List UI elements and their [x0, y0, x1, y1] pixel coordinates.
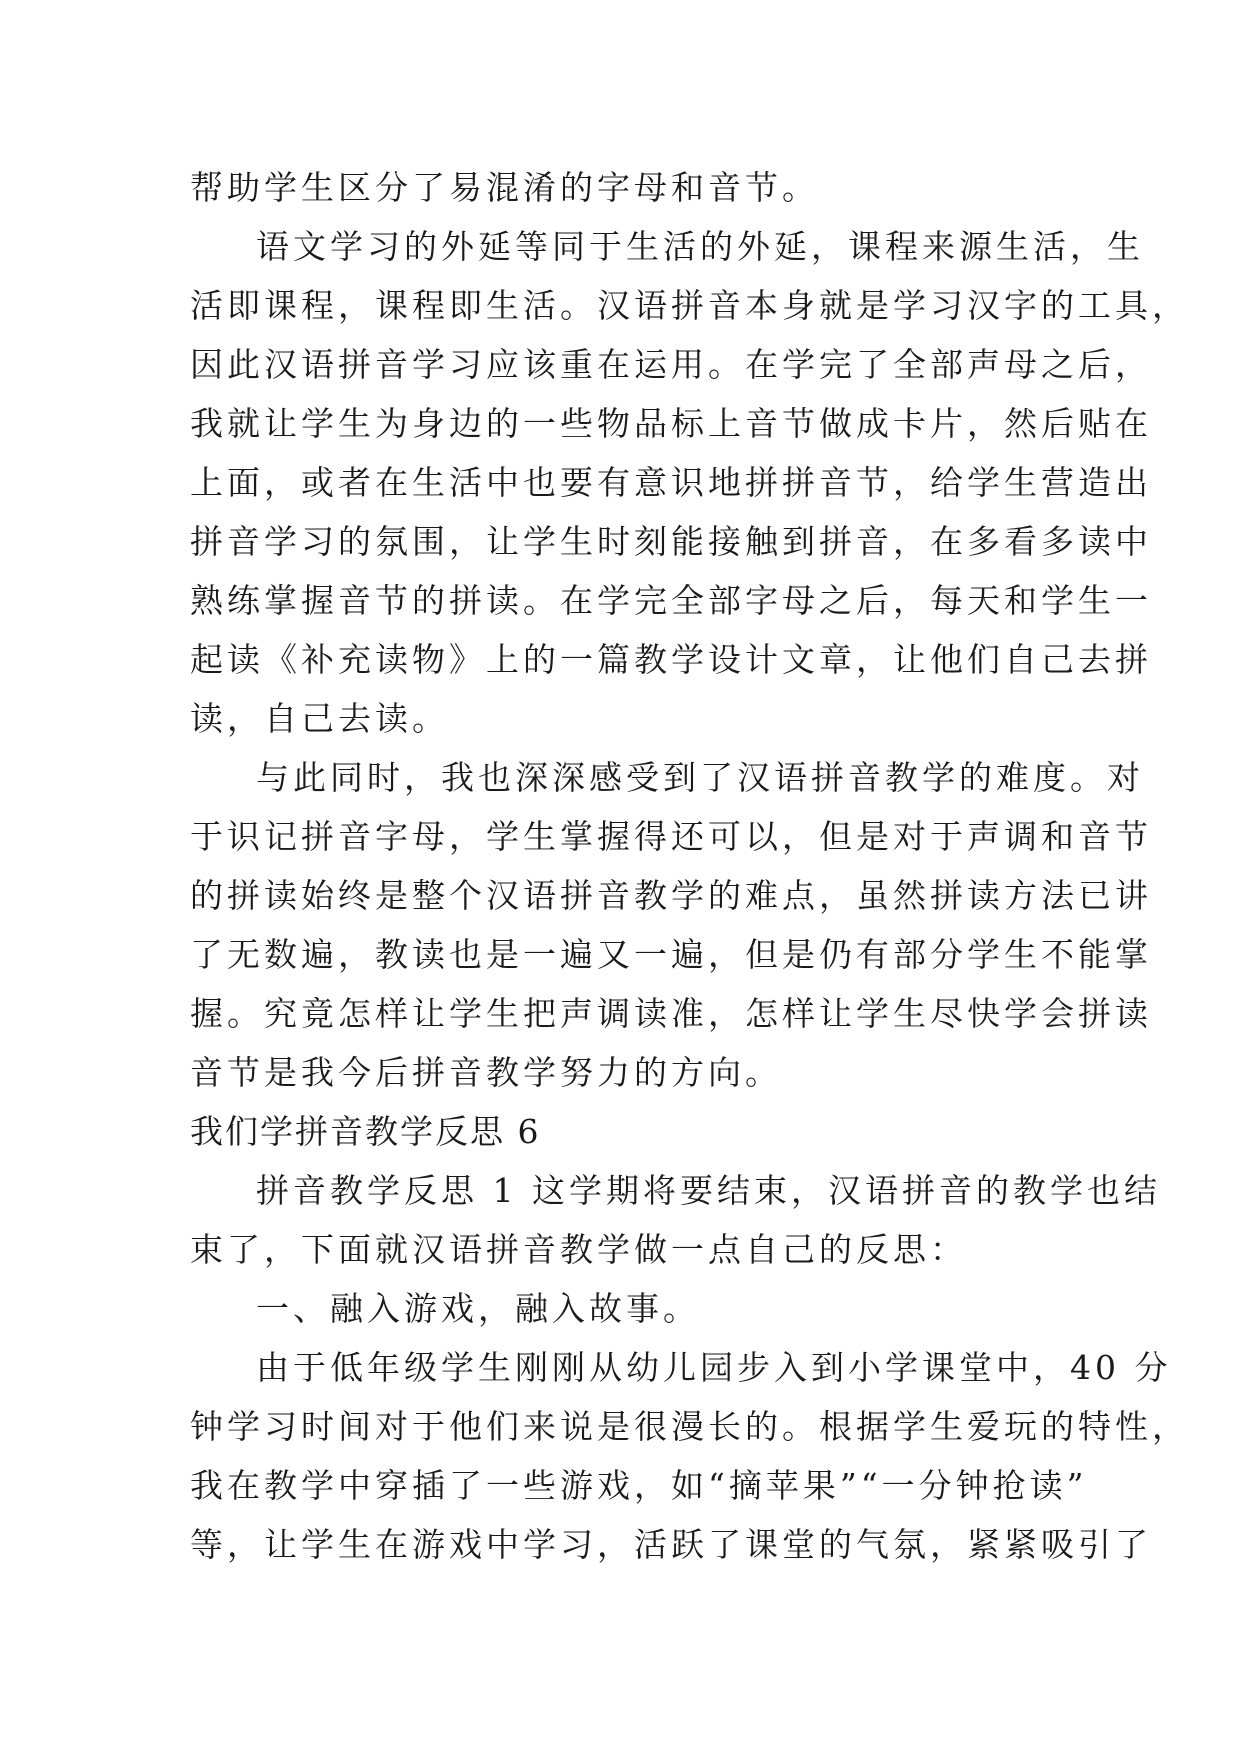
text-line: 活即课程，课程即生活。汉语拼音本身就是学习汉字的工具， — [190, 286, 1189, 325]
text-line: 一、融入游戏，融入故事。 — [256, 1289, 700, 1328]
text-line: 的拼读始终是整个汉语拼音教学的难点，虽然拼读方法已讲 — [190, 876, 1152, 915]
text-line: 语文学习的外延等同于生活的外延，课程来源生活，生 — [256, 227, 1144, 266]
text-line: 由于低年级学生刚刚从幼儿园步入到小学课堂中，40 分 — [256, 1348, 1172, 1387]
paragraph — [190, 1161, 1161, 1279]
text-line: 我就让学生为身边的一些物品标上音节做成卡片，然后贴在 — [190, 404, 1152, 443]
text-line: 音节是我今后拼音教学努力的方向。 — [190, 1053, 782, 1092]
text-line: 帮助学生区分了易混淆的字母和音节。 — [190, 168, 819, 207]
text-line: 拼音学习的氛围，让学生时刻能接触到拼音，在多看多读中 — [190, 522, 1152, 561]
text-line: 熟练掌握音节的拼读。在学完全部字母之后，每天和学生一 — [190, 581, 1152, 620]
text-line: 因此汉语拼音学习应该重在运用。在学完了全部声母之后， — [190, 345, 1152, 384]
text-line: 拼音教学反思 1 这学期将要结束，汉语拼音的教学也结 — [256, 1171, 1161, 1210]
text-line: 于识记拼音字母，学生掌握得还可以，但是对于声调和音节 — [190, 817, 1152, 856]
text-line: 与此同时，我也深深感受到了汉语拼音教学的难度。对 — [256, 758, 1144, 797]
paragraph — [190, 748, 1152, 1102]
text-line: 我在教学中穿插了一些游戏，如“摘苹果”“一分钟抢读” — [190, 1466, 1088, 1505]
section-heading: 我们学拼音教学反思 6 — [190, 1112, 541, 1151]
paragraph — [190, 1279, 1050, 1338]
document-page — [190, 158, 1189, 1574]
paragraph — [190, 1338, 1189, 1574]
text-line: 起读《补充读物》上的一篇教学设计文章，让他们自己去拼 — [190, 640, 1152, 679]
text-line: 了无数遍，教读也是一遍又一遍，但是仍有部分学生不能掌 — [190, 935, 1152, 974]
text-line: 束了，下面就汉语拼音教学做一点自己的反思： — [190, 1230, 967, 1269]
paragraph — [190, 217, 1189, 748]
paragraph — [190, 158, 1050, 217]
text-line: 钟学习时间对于他们来说是很漫长的。根据学生爱玩的特性， — [190, 1407, 1189, 1446]
text-line: 上面，或者在生活中也要有意识地拼拼音节，给学生营造出 — [190, 463, 1152, 502]
text-line: 握。究竟怎样让学生把声调读准，怎样让学生尽快学会拼读 — [190, 994, 1152, 1033]
text-line: 等，让学生在游戏中学习，活跃了课堂的气氛，紧紧吸引了 — [190, 1525, 1152, 1564]
text-line: 读，自己去读。 — [190, 699, 449, 738]
